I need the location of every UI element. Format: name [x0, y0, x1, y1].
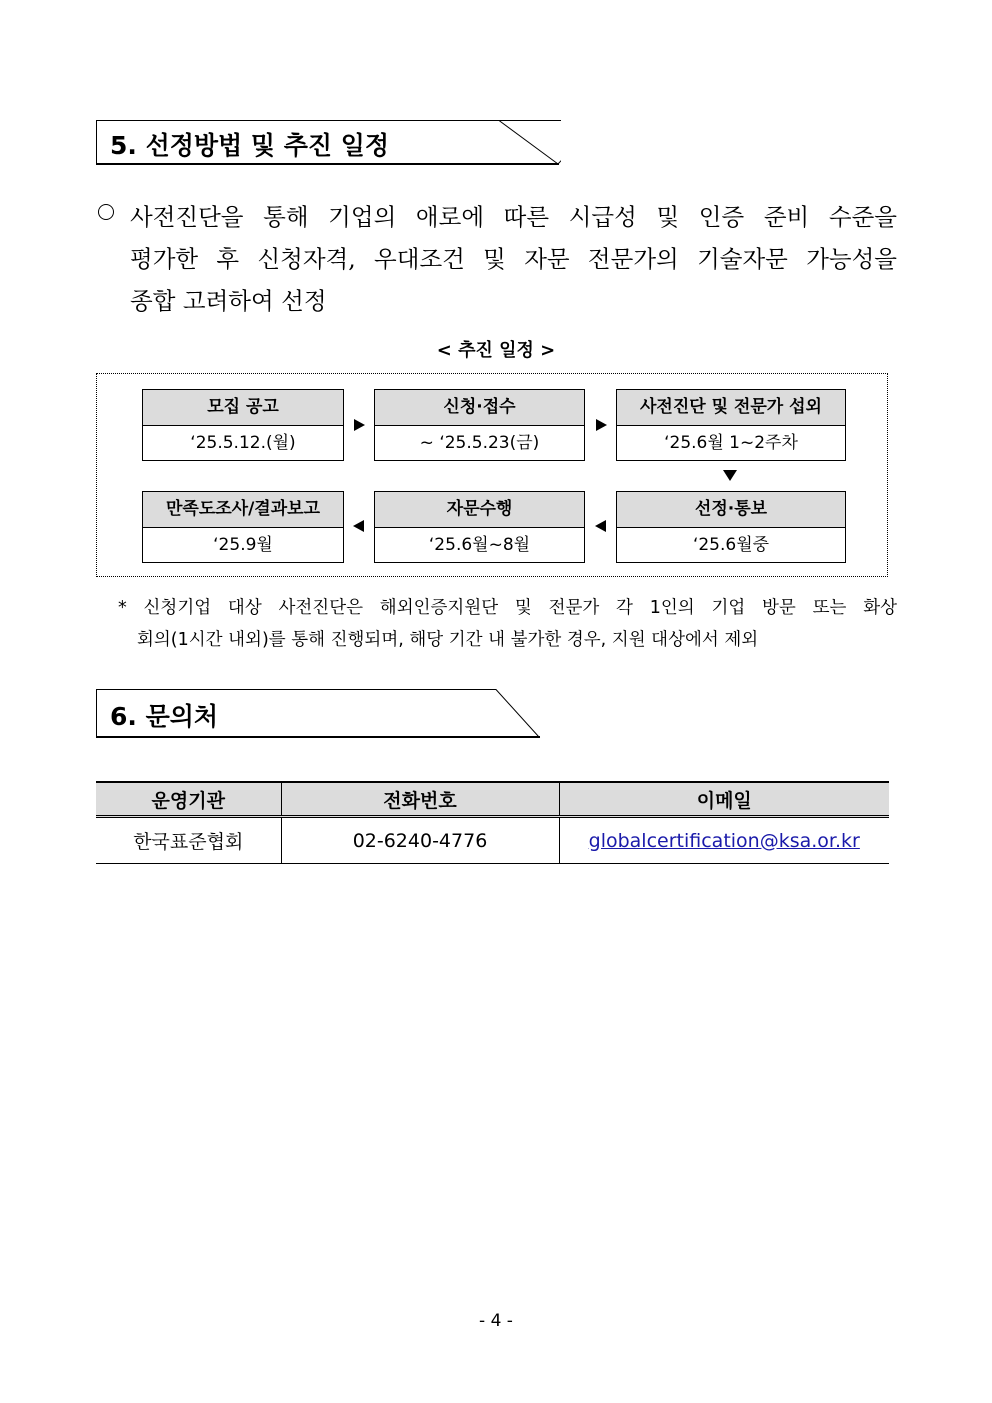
paragraph-line-3: 종합 고려하여 선정: [130, 287, 327, 315]
cell-organization: 한국표준협회: [96, 817, 281, 864]
step-satisfaction-report: [142, 491, 344, 563]
cell-phone: 02-6240-4776: [281, 817, 559, 864]
arrow-down-icon: [723, 470, 737, 481]
table-header-row: [96, 782, 889, 817]
section-5-header: [96, 120, 561, 165]
step-label: 사전진단 및 전문가 섭외: [617, 390, 845, 426]
step-date: ~ ‘25.5.23(금): [419, 433, 540, 453]
step-consulting: [374, 491, 585, 563]
section-5-title: 5. 선정방법 및 추진 일정: [110, 131, 390, 160]
step-selection-notice: [616, 491, 846, 563]
cell-email: [559, 817, 889, 864]
header-email: 이메일: [559, 782, 889, 817]
arrow-right-icon: [596, 419, 607, 431]
note-line-2: 회의(1시간 내외)를 통해 진행되며, 해당 기간 내 불가한 경우, 지원 대상에서 제외: [137, 630, 759, 650]
step-label: 자문수행: [375, 492, 584, 528]
step-label: 모집 공고: [143, 390, 343, 426]
page-number: - 4 -: [479, 1311, 513, 1331]
step-pre-diagnosis: [616, 389, 846, 461]
step-date: ‘25.6월중: [692, 535, 770, 555]
step-date: ‘25.6월~8월: [428, 535, 531, 555]
paragraph-line-2: 평가한 후 신청자격, 우대조건 및 자문 전문가의 기술자문 가능성을: [130, 245, 897, 273]
table-row: [96, 817, 889, 864]
step-label: 신청·접수: [375, 390, 584, 426]
contact-table: [96, 781, 889, 864]
step-recruit-notice: [142, 389, 344, 461]
step-application: [374, 389, 585, 461]
section-6-title: 6. 문의처: [110, 702, 219, 731]
email-link[interactable]: globalcertification@ksa.or.kr: [588, 829, 860, 852]
section-6-header: [96, 689, 541, 738]
step-date: ‘25.6월 1~2주차: [664, 433, 798, 453]
header-phone: 전화번호: [281, 782, 559, 817]
arrow-left-icon: [353, 520, 364, 532]
header-organization: 운영기관: [96, 782, 281, 817]
step-label: 선정·통보: [617, 492, 845, 528]
arrow-right-icon: [354, 419, 365, 431]
step-date: ‘25.9월: [213, 535, 273, 555]
schedule-title: < 추진 일정 >: [436, 340, 556, 361]
circle-bullet-icon: [98, 204, 114, 220]
step-date: ‘25.5.12.(월): [190, 433, 296, 453]
step-label: 만족도조사/결과보고: [143, 492, 343, 528]
paragraph-line-1: 사전진단을 통해 기업의 애로에 따른 시급성 및 인증 준비 수준을: [130, 203, 897, 231]
arrow-left-icon: [595, 520, 606, 532]
note-line-1: * 신청기업 대상 사전진단은 해외인증지원단 및 전문가 각 1인의 기업 방문 또는 화상: [118, 598, 897, 618]
